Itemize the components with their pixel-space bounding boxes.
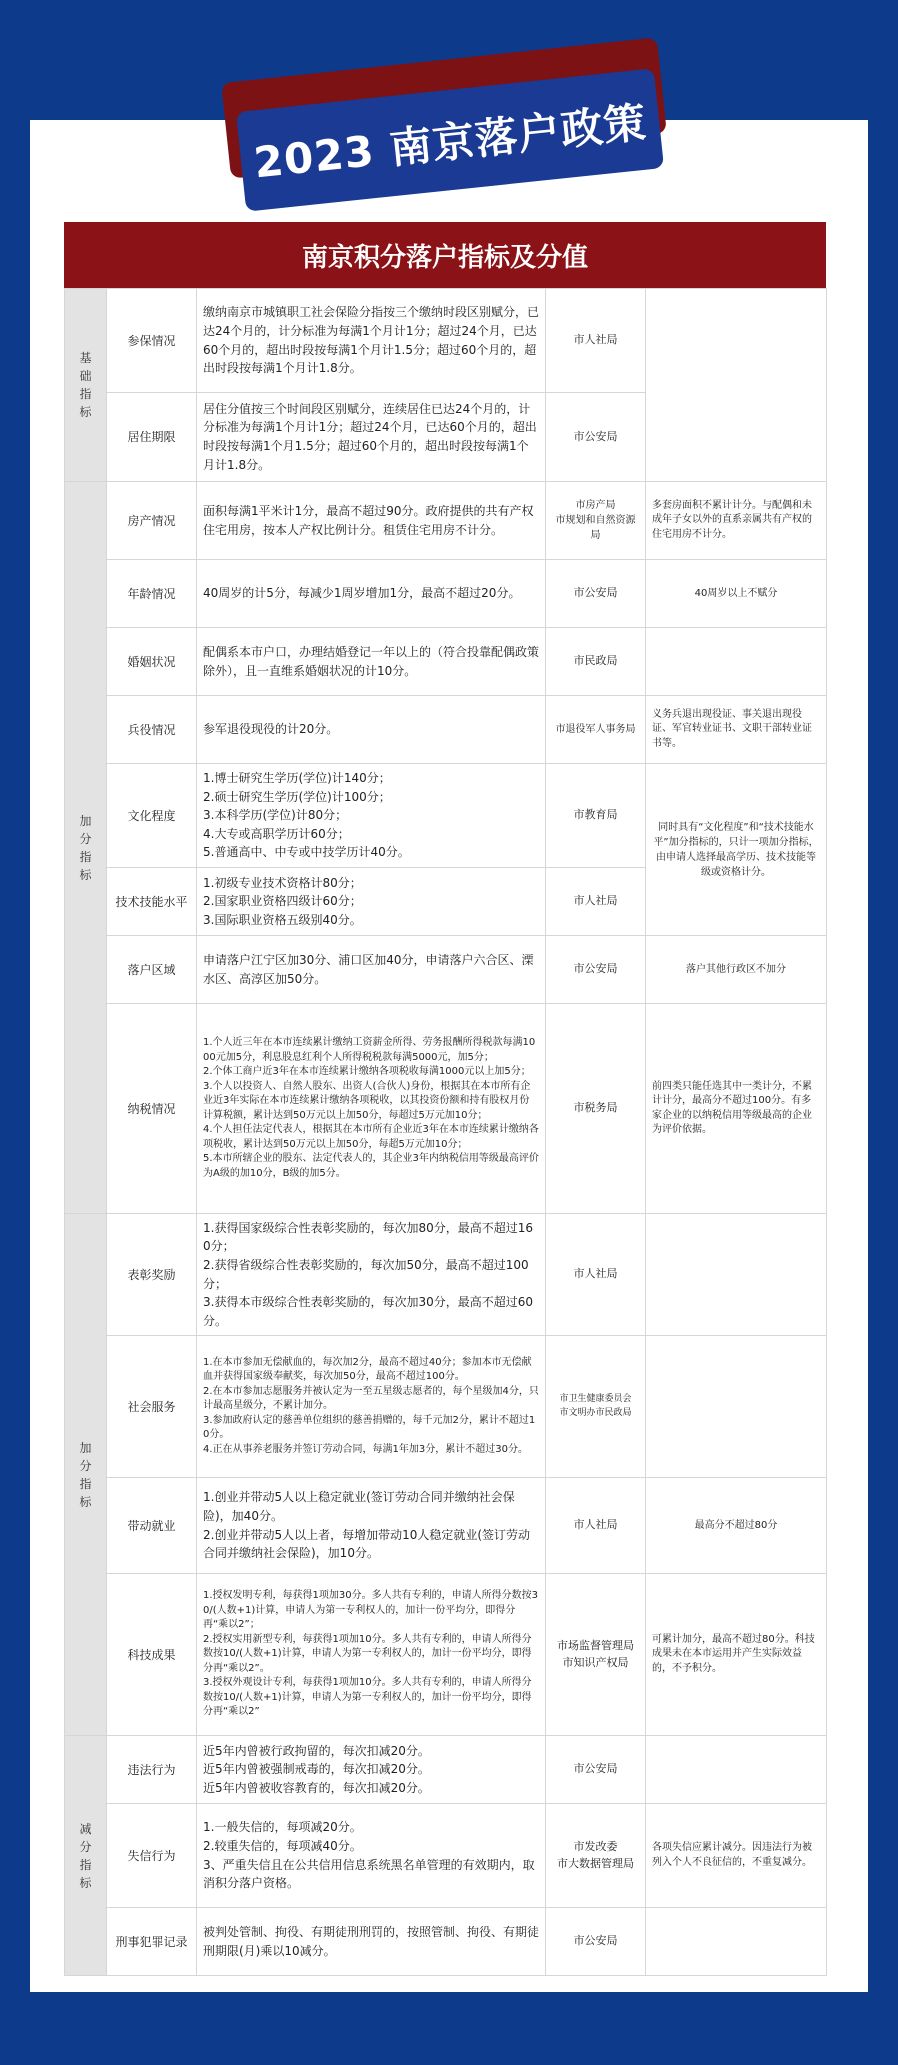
item-label: 科技成果 <box>107 1574 197 1736</box>
item-dept: 市场监督管理局 市知识产权局 <box>546 1574 646 1736</box>
item-rule: 1.博士研究生学历(学位)计140分； 2.硕士研究生学历(学位)计100分； 3.本科学历(学位)计80分； 4.大专或高职学历计60分； 5.普通高中、中专或中技学历计40分。 <box>197 764 546 868</box>
table-row <box>65 1004 827 1214</box>
item-label: 带动就业 <box>107 1478 197 1574</box>
item-rule: 1.初级专业技术资格计80分； 2.国家职业资格四级计60分； 3.国际职业资格五级别40分。 <box>197 868 546 936</box>
item-dept: 市人社局 <box>546 1214 646 1336</box>
table-row <box>65 1336 827 1478</box>
item-note <box>646 1736 827 1804</box>
table-row <box>65 936 827 1004</box>
table-row <box>65 289 827 393</box>
item-label: 社会服务 <box>107 1336 197 1478</box>
item-rule: 40周岁的计5分，每减少1周岁增加1分，最高不超过20分。 <box>197 560 546 628</box>
item-rule: 1.创业并带动5人以上稳定就业(签订劳动合同并缴纳社会保险)，加40分。 2.创业并带动5人以上者，每增加带动10人稳定就业(签订劳动合同并缴纳社会保险)，加10分。 <box>197 1478 546 1574</box>
item-label: 居住期限 <box>107 393 197 482</box>
item-label: 技术技能水平 <box>107 868 197 936</box>
item-label: 表彰奖励 <box>107 1214 197 1336</box>
item-dept: 市公安局 <box>546 1736 646 1804</box>
item-note: 义务兵退出现役证、事关退出现役证、军官转业证书、文职干部转业证书等。 <box>646 696 827 764</box>
table-row <box>65 1574 827 1736</box>
item-note: 同时具有“文化程度”和“技术技能水平”加分指标的，只计一项加分指标，由申请人选择最高学历、技术技能等级或资格计分。 <box>646 764 827 936</box>
table-row <box>65 560 827 628</box>
item-label: 文化程度 <box>107 764 197 868</box>
table-row <box>65 764 827 868</box>
item-note: 前四类只能任选其中一类计分，不累计计分，最高分不超过100分。有多家企业的以纳税信用等级最高的企业为评价依据。 <box>646 1004 827 1214</box>
item-rule: 近5年内曾被行政拘留的，每次扣减20分。 近5年内曾被强制戒毒的，每次扣减20分。 近5年内曾被收容教育的，每次扣减20分。 <box>197 1736 546 1804</box>
table-row <box>65 696 827 764</box>
item-note <box>646 1214 827 1336</box>
item-note: 多套房面积不累计计分。与配偶和未成年子女以外的直系亲属共有产权的住宅用房不计分。 <box>646 482 827 560</box>
category-add-1: 加 分 指 标 <box>65 482 107 1214</box>
item-note <box>646 628 827 696</box>
table-title: 南京积分落户指标及分值 <box>64 222 826 288</box>
item-dept: 市教育局 <box>546 764 646 868</box>
item-note <box>646 289 827 482</box>
item-label: 落户区域 <box>107 936 197 1004</box>
item-note: 落户其他行政区不加分 <box>646 936 827 1004</box>
item-rule: 1.授权发明专利，每获得1项加30分。多人共有专利的，申请人所得分数按30/(人数+1)计算，申请人为第一专利权人的，加计一份平均分，即得分再“乘以2”； 2.授权实用新型专利，每获得1项加10分。多人共有专利的，申请人所得分数按10/(人数+1)计算，申请人为第一专利权人的，加计一份平均分，即得分再“乘以2”。 3.授权外观设计专利，每获得1项加10分。多人共有专利的，申请人所得分数按10/(人数+1)计算，申请人为第一专利权人的，加计一份平均分，即得分再“乘以2” <box>197 1574 546 1736</box>
item-rule: 1.获得国家级综合性表彰奖励的，每次加80分，最高不超过160分； 2.获得省级综合性表彰奖励的，每次加50分，最高不超过100分； 3.获得本市级综合性表彰奖励的，每次加30分，最高不超过60分。 <box>197 1214 546 1336</box>
item-dept: 市人社局 <box>546 289 646 393</box>
item-dept: 市发改委 市大数据管理局 <box>546 1804 646 1908</box>
item-label: 婚姻状况 <box>107 628 197 696</box>
item-dept: 市退役军人事务局 <box>546 696 646 764</box>
item-label: 参保情况 <box>107 289 197 393</box>
table-row <box>65 1804 827 1908</box>
item-dept: 市房产局 市规划和自然资源 局 <box>546 482 646 560</box>
item-note: 40周岁以上不赋分 <box>646 560 827 628</box>
badge-title: 2023 南京落户政策 <box>251 97 650 188</box>
item-dept: 市公安局 <box>546 1908 646 1976</box>
item-dept: 市民政局 <box>546 628 646 696</box>
item-note: 最高分不超过80分 <box>646 1478 827 1574</box>
item-label: 年龄情况 <box>107 560 197 628</box>
table-row <box>65 1214 827 1336</box>
item-note: 可累计加分，最高不超过80分。科技成果未在本市运用并产生实际效益的，不予积分。 <box>646 1574 827 1736</box>
item-rule: 1.一般失信的，每项减20分。 2.较重失信的，每项减40分。 3、严重失信且在公共信用信息系统黑名单管理的有效期内，取消积分落户资格。 <box>197 1804 546 1908</box>
item-rule: 配偶系本市户口，办理结婚登记一年以上的（符合投靠配偶政策除外），且一直维系婚姻状况的计10分。 <box>197 628 546 696</box>
category-add-2: 加 分 指 标 <box>65 1214 107 1736</box>
item-dept: 市公安局 <box>546 393 646 482</box>
table-row <box>65 1478 827 1574</box>
item-note: 各项失信应累计减分。因违法行为被列入个人不良征信的，不重复减分。 <box>646 1804 827 1908</box>
category-minus: 减 分 指 标 <box>65 1736 107 1976</box>
table-row <box>65 482 827 560</box>
item-rule: 面积每满1平米计1分，最高不超过90分。政府提供的共有产权住宅用房，按本人产权比例计分。租赁住宅用房不计分。 <box>197 482 546 560</box>
item-label: 刑事犯罪记录 <box>107 1908 197 1976</box>
policy-table <box>64 288 827 1976</box>
item-rule: 1.在本市参加无偿献血的，每次加2分，最高不超过40分；参加本市无偿献血并获得国家级奉献奖，每次加50分，最高不超过100分。 2.在本市参加志愿服务并被认定为一至五星级志愿者的，每个星级加4分，只计最高星级分，不累计加分。 3.参加政府认定的慈善单位组织的慈善捐赠的，每千元加2分，累计不超过10分。 4.正在从事养老服务并签订劳动合同，每满1年加3分，累计不超过30分。 <box>197 1336 546 1478</box>
item-dept: 市人社局 <box>546 1478 646 1574</box>
item-rule: 缴纳南京市城镇职工社会保险分指按三个缴纳时段区别赋分，已达24个月的，计分标准为每满1个月计1分；超过24个月，已达60个月的，超出时段按每满1个月计1.5分；超过60个月的，超出时段按每满1个月计1.8分。 <box>197 289 546 393</box>
item-dept: 市税务局 <box>546 1004 646 1214</box>
item-note <box>646 1336 827 1478</box>
item-rule: 1.个人近三年在本市连续累计缴纳工资薪金所得、劳务报酬所得税款每满1000元加5分，利息股息红利个人所得税税款每满5000元，加5分； 2.个体工商户近3年在本市连续累计缴纳各项税收每满1000元以上加5分； 3.个人以投资人、自然人股东、出资人(合伙人)身份，根据其在本市所有企业近3年实际在本市连续累计缴纳各项税收，以其投资份额和持有股权月份计算税额，累计达到50万元以上加50分，每超过5万元加10分； 4.个人担任法定代表人，根据其在本市所有企业近3年在本市连续累计缴纳各项税收，累计达到50万元以上加50分，每超5万元加10分； 5.本市所辖企业的股东、法定代表人的，其企业3年内纳税信用等级最高评价为A级的加10分，B级的加5分。 <box>197 1004 546 1214</box>
table-row <box>65 1908 827 1976</box>
item-label: 违法行为 <box>107 1736 197 1804</box>
item-dept: 市公安局 <box>546 936 646 1004</box>
item-dept: 市卫生健康委员会 市文明办市民政局 <box>546 1336 646 1478</box>
table-row <box>65 628 827 696</box>
table-row <box>65 1736 827 1804</box>
item-rule: 居住分值按三个时间段区别赋分，连续居住已达24个月的，计分标准为每满1个月计1分；超过24个月，已达60个月的，超出时段按每满1个月1.5分；超过60个月的，超出时段按每满1个月计1.8分。 <box>197 393 546 482</box>
item-note <box>646 1908 827 1976</box>
category-basic: 基 础 指 标 <box>65 289 107 482</box>
item-rule: 参军退役现役的计20分。 <box>197 696 546 764</box>
item-label: 房产情况 <box>107 482 197 560</box>
item-dept: 市公安局 <box>546 560 646 628</box>
item-rule: 申请落户江宁区加30分、浦口区加40分，申请落户六合区、溧水区、高淳区加50分。 <box>197 936 546 1004</box>
item-dept: 市人社局 <box>546 868 646 936</box>
item-rule: 被判处管制、拘役、有期徒刑刑罚的，按照管制、拘役、有期徒刑期限(月)乘以10减分。 <box>197 1908 546 1976</box>
item-label: 失信行为 <box>107 1804 197 1908</box>
item-label: 纳税情况 <box>107 1004 197 1214</box>
item-label: 兵役情况 <box>107 696 197 764</box>
